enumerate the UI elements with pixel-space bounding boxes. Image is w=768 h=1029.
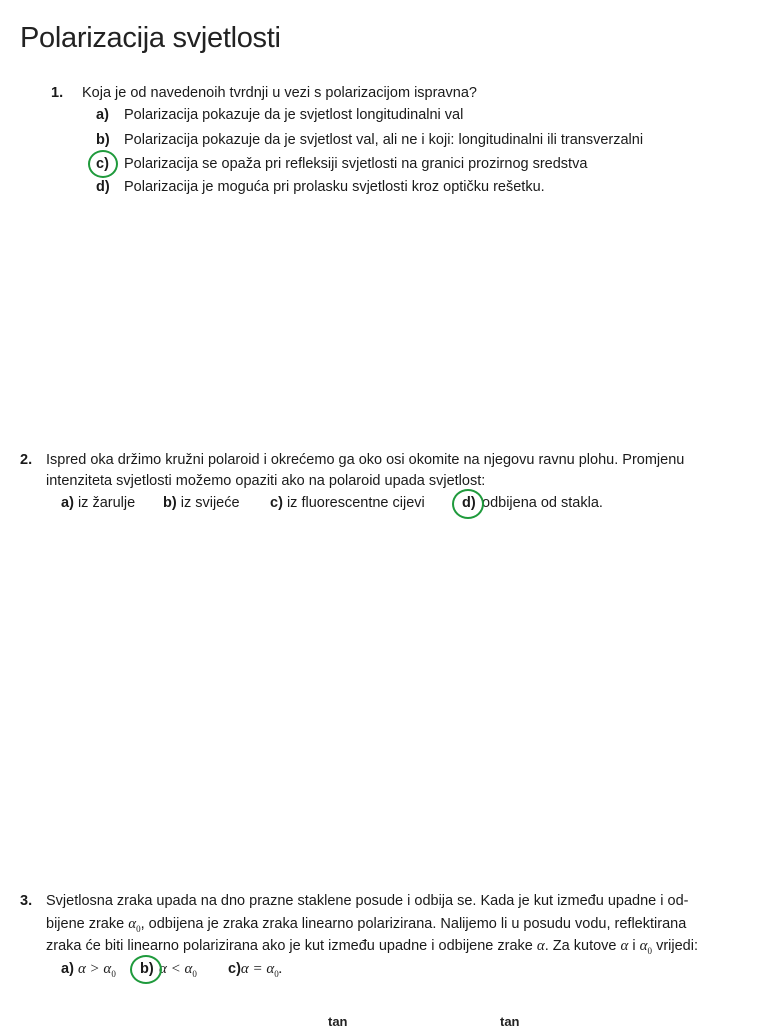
option-label: c) — [96, 156, 109, 172]
option-label: c) — [228, 961, 241, 977]
answer-circle-mark — [88, 150, 118, 178]
question-text: Koja je od navedenoih tvrdnji u vezi s polarizacijom ispravna? — [82, 85, 477, 101]
option-text: Polarizacija pokazuje da je svjetlost longitudinalni val — [124, 107, 464, 123]
question-text-line-1: Ispred oka držimo kružni polaroid i okrećemo ga oko osi okomite na njegovu ravnu plohu. Promjenu — [46, 452, 685, 468]
option-expression: $\alpha > \alpha_0$ — [77, 961, 116, 979]
option-b[interactable] — [96, 129, 643, 151]
question-text-line-2: bijene zrake $\alpha_0$, odbijena je zraka zraka linearno polarizirana. Nalijemo li u posudu vodu, reflektirana — [46, 916, 687, 934]
option-c[interactable] — [270, 492, 425, 514]
option-d[interactable] — [96, 176, 545, 198]
question-number: 2. — [20, 452, 33, 468]
option-label: d) — [96, 179, 110, 195]
option-label: b) — [140, 961, 154, 977]
option-a[interactable] — [96, 104, 463, 126]
option-a[interactable] — [61, 492, 135, 514]
option-label: b) — [96, 132, 110, 148]
question-text-line-2: intenziteta svjetlosti možemo opaziti ako na polaroid upada svjetlost: — [46, 473, 486, 489]
option-label: a) — [61, 961, 74, 977]
page-title: Polarizacija svjetlosti — [20, 22, 281, 54]
option-text: iz svijeće — [180, 495, 240, 511]
option-a[interactable] — [61, 958, 116, 981]
option-c[interactable] — [96, 153, 587, 175]
option-label: c) — [270, 495, 283, 511]
option-text: iz žarulje — [77, 495, 136, 511]
cutoff-formula-fragment: tan — [500, 1014, 520, 1029]
option-expression: $\alpha = \alpha_0$. — [240, 961, 283, 979]
answer-circle-mark — [130, 955, 162, 984]
option-text: odbijena od stakla. — [482, 495, 603, 511]
option-text: Polarizacija se opaža pri refleksiji svjetlosti na granici prozirnog sredstva — [124, 156, 588, 172]
option-text: Polarizacija je moguća pri prolasku svjetlosti kroz optičku rešetku. — [124, 179, 545, 195]
answer-circle-mark — [452, 489, 484, 519]
option-label: b) — [163, 495, 177, 511]
option-c[interactable] — [228, 958, 283, 981]
option-label: a) — [61, 495, 74, 511]
question-number: 3. — [20, 893, 33, 909]
option-b[interactable] — [163, 492, 240, 514]
option-text: iz fluorescentne cijevi — [286, 495, 425, 511]
question-number: 1. — [51, 85, 64, 101]
option-text: Polarizacija pokazuje da je svjetlost val, ali ne i koji: longitudinalni ili transverzalni — [124, 132, 644, 148]
cutoff-formula-fragment: tan — [328, 1014, 348, 1029]
option-expression: $\alpha < \alpha_0$ — [159, 961, 197, 979]
option-label: a) — [96, 107, 109, 123]
question-text-line-1: Svjetlosna zraka upada na dno prazne staklene posude i odbija se. Kada je kut između upadne i od- — [46, 893, 689, 909]
question-text-line-3: zraka će biti linearno polarizirana ako je kut između upadne i odbijene zrake α. Za kutove α i $\alpha_0$ vrijedi: — [46, 938, 698, 956]
option-label: d) — [462, 495, 476, 511]
